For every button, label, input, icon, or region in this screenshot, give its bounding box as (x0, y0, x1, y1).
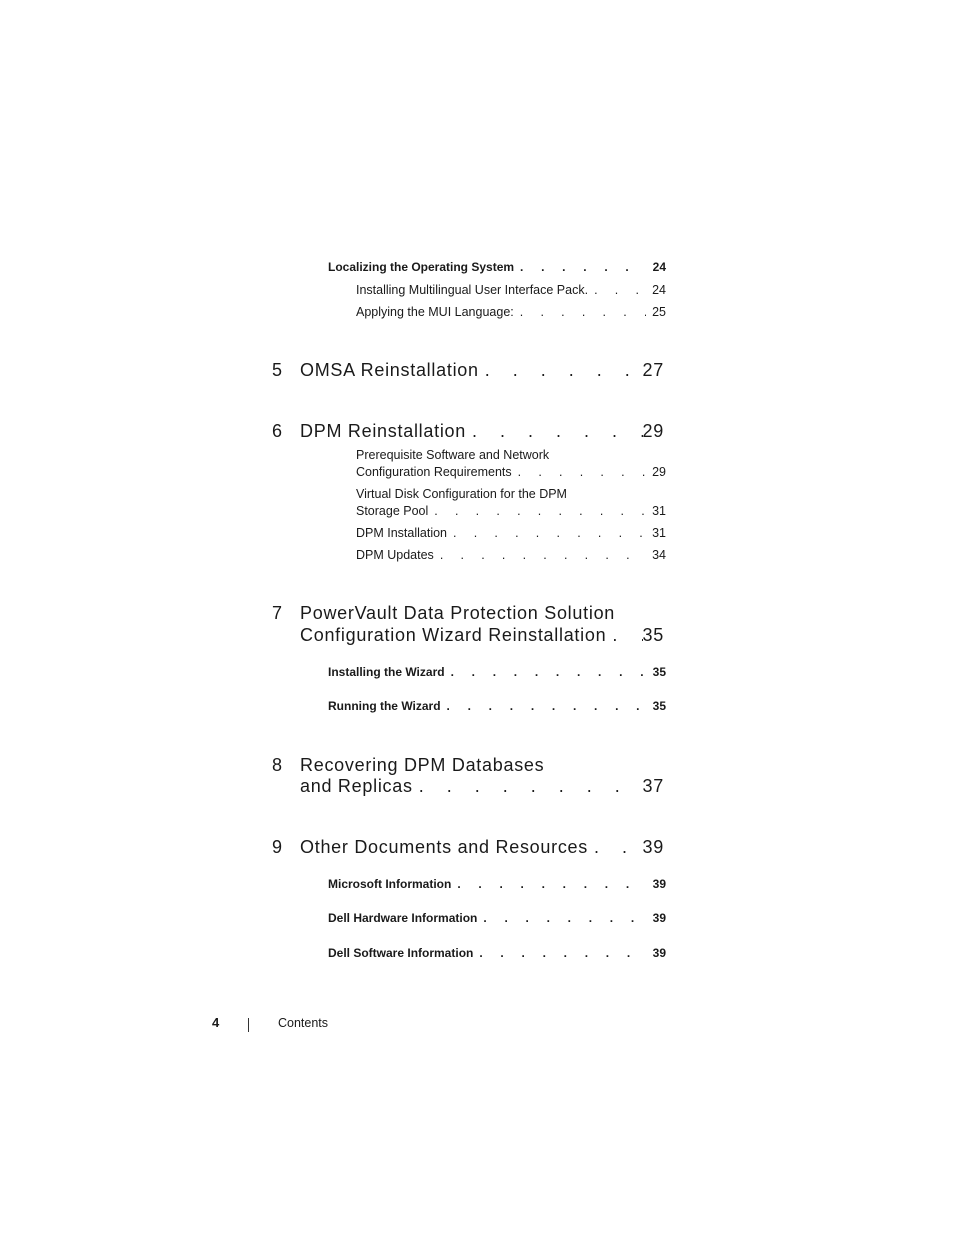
toc-page-number: 39 (652, 911, 666, 925)
dot-leader (451, 877, 646, 891)
dot-leader (434, 548, 646, 562)
toc-chapter-5[interactable] (272, 360, 664, 381)
chapter-number: 6 (272, 421, 283, 441)
chapter-number: 5 (272, 360, 283, 380)
toc-entry-applying-mui[interactable] (356, 305, 666, 319)
dot-leader (588, 283, 646, 297)
toc-page-number: 31 (652, 504, 666, 518)
toc-page-number: 39 (652, 946, 666, 960)
chapter-title: DPM Reinstallation (300, 421, 467, 441)
toc-chapter-7-line1[interactable] (272, 603, 616, 624)
toc-entry-localizing[interactable] (328, 260, 666, 274)
dot-leader (477, 911, 646, 925)
toc-entry-vdisk[interactable] (356, 504, 666, 518)
dot-leader (479, 360, 643, 381)
toc-page-number: 29 (642, 421, 664, 441)
toc-page-number: 24 (652, 260, 666, 274)
toc-entry-title: Applying the MUI Language: (356, 305, 514, 319)
toc-page-number: 24 (652, 283, 666, 297)
chapter-title: PowerVault Data Protection Solution (300, 603, 616, 623)
toc-entry-dpm-installation[interactable] (356, 526, 666, 540)
chapter-title: and Replicas (300, 776, 413, 796)
toc-page-number: 29 (652, 465, 666, 479)
toc-entry-title: Dell Hardware Information (328, 911, 478, 925)
chapter-title: OMSA Reinstallation (300, 360, 479, 380)
toc-entry-title: Microsoft Information (328, 877, 452, 891)
toc-entry-installing-mui[interactable] (356, 283, 666, 297)
toc-chapter-7[interactable] (272, 625, 664, 646)
toc-entry-running-wizard[interactable] (328, 699, 666, 713)
toc-page-number: 39 (652, 877, 666, 891)
toc-page-number: 35 (642, 625, 664, 645)
toc-entry-microsoft-info[interactable] (328, 877, 666, 891)
chapter-title: Recovering DPM Databases (300, 755, 545, 775)
chapter-title: Other Documents and Resources (300, 837, 589, 857)
dot-leader (512, 465, 646, 479)
toc-entry-installing-wizard[interactable] (328, 665, 666, 679)
toc-entry-prereq-line1[interactable]: Prerequisite Software and Network (356, 448, 550, 462)
toc-page-number: 37 (642, 776, 664, 796)
toc-page-number: 34 (652, 548, 666, 562)
toc-chapter-6[interactable] (272, 421, 664, 442)
dot-leader (466, 421, 643, 442)
toc-entry-title: DPM Installation (356, 526, 448, 540)
toc-entry-dpm-updates[interactable] (356, 548, 666, 562)
toc-entry-title: Configuration Requirements (356, 465, 512, 479)
toc-page-number: 31 (652, 526, 666, 540)
toc-chapter-8-line1[interactable] (272, 755, 545, 776)
dot-leader (473, 946, 646, 960)
footer-divider (248, 1018, 249, 1032)
toc-entry-vdisk-line1[interactable]: Virtual Disk Configuration for the DPM (356, 487, 567, 501)
toc-entry-title: DPM Updates (356, 548, 434, 562)
dot-leader (413, 776, 643, 797)
dot-leader (514, 305, 646, 319)
toc-entry-title: Localizing the Operating System (328, 260, 515, 274)
chapter-number: 7 (272, 603, 283, 623)
toc-chapter-9[interactable] (272, 837, 664, 858)
dot-leader (606, 625, 642, 646)
toc-page-number: 25 (652, 305, 666, 319)
dot-leader (441, 699, 646, 713)
chapter-number: 9 (272, 837, 283, 857)
toc-page-number: 39 (642, 837, 664, 857)
toc-entry-title: Running the Wizard (328, 699, 441, 713)
toc-entry-title: Installing Multilingual User Interface Pack. (356, 283, 589, 297)
toc-entry-dell-hardware[interactable] (328, 911, 666, 925)
toc-entry-prereq[interactable] (356, 465, 666, 479)
chapter-number: 8 (272, 755, 283, 775)
toc-entry-title: Storage Pool (356, 504, 429, 518)
dot-leader (445, 665, 646, 679)
toc-entry-title: Dell Software Information (328, 946, 474, 960)
toc-entry-title: Installing the Wizard (328, 665, 445, 679)
dot-leader (514, 260, 646, 274)
toc-entry-dell-software[interactable] (328, 946, 666, 960)
chapter-title: Configuration Wizard Reinstallation (300, 625, 607, 645)
dot-leader (588, 837, 643, 858)
toc-page-number: 35 (652, 699, 666, 713)
dot-leader (447, 526, 646, 540)
footer-section-label: Contents (278, 1016, 329, 1030)
toc-chapter-8[interactable] (272, 776, 664, 797)
dot-leader (428, 504, 646, 518)
footer-page-number: 4 (212, 1015, 220, 1030)
toc-page-number: 35 (652, 665, 666, 679)
toc-page-number: 27 (642, 360, 664, 380)
